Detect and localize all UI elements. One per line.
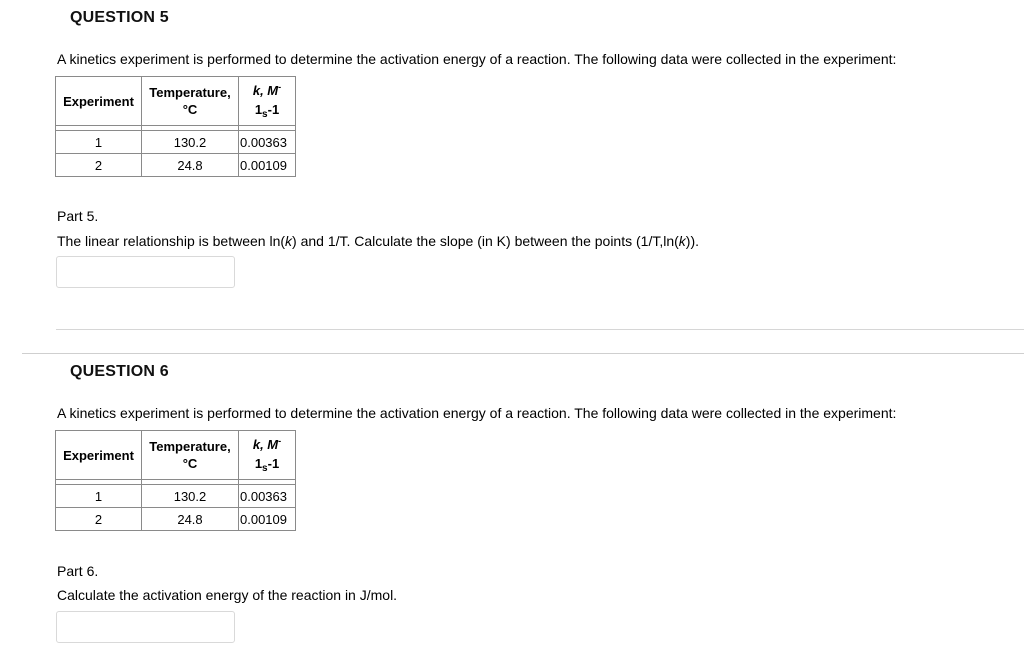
cell-experiment: 1	[56, 131, 142, 154]
header-temperature-unit: °C	[182, 102, 198, 117]
cell-experiment: 2	[56, 154, 142, 177]
header-temperature-unit: °C	[182, 456, 198, 471]
cell-temperature: 24.8	[142, 154, 239, 177]
part-6-answer-input[interactable]	[56, 611, 235, 643]
header-rate-constant	[239, 431, 296, 480]
table-row	[56, 485, 296, 508]
part-5-label: Part 5.	[57, 208, 99, 224]
cell-experiment: 1	[56, 485, 142, 508]
part-6-question: Calculate the activation energy of the reaction in J/mol.	[57, 587, 398, 603]
question-5-title: QUESTION 5	[70, 9, 169, 26]
header-temperature-line1: Temperature,	[149, 439, 231, 454]
question-separator	[22, 353, 1024, 354]
header-experiment: Experiment	[56, 431, 142, 480]
header-k-line1: k, M-	[252, 436, 282, 452]
header-temperature	[142, 431, 239, 480]
cell-temperature: 130.2	[142, 131, 239, 154]
table-header-row	[56, 77, 296, 126]
question-6-intro: A kinetics experiment is performed to determine the activation energy of a reaction. The following data were collected in the experiment:	[57, 405, 897, 421]
cell-rate-constant: 0.00363	[239, 485, 296, 508]
header-rate-constant	[239, 77, 296, 126]
cell-temperature: 24.8	[142, 508, 239, 531]
question-5-data-table	[55, 76, 296, 177]
header-k-line2: $1_s-1$	[254, 456, 280, 474]
table-row	[56, 154, 296, 177]
table-header-row	[56, 431, 296, 480]
header-temperature	[142, 77, 239, 126]
question-6-title: QUESTION 6	[70, 363, 169, 380]
header-k-line1: k, M-	[252, 82, 282, 98]
header-experiment: Experiment	[56, 77, 142, 126]
part-5-question: The linear relationship is between ln(k) and 1/T. Calculate the slope (in K) between the points (1/T,ln(k)).	[57, 233, 699, 249]
divider	[56, 329, 1024, 330]
part-5-answer-input[interactable]	[56, 256, 235, 288]
cell-rate-constant: 0.00109	[239, 154, 296, 177]
table-row	[56, 131, 296, 154]
header-temperature-line1: Temperature,	[149, 85, 231, 100]
cell-experiment: 2	[56, 508, 142, 531]
cell-rate-constant: 0.00363	[239, 131, 296, 154]
question-6-data-table	[55, 430, 296, 531]
header-k-line2: $1_s-1$	[254, 102, 280, 120]
table-row	[56, 508, 296, 531]
cell-temperature: 130.2	[142, 485, 239, 508]
part-6-label: Part 6.	[57, 563, 99, 579]
question-5-intro: A kinetics experiment is performed to determine the activation energy of a reaction. The following data were collected in the experiment:	[57, 51, 897, 67]
cell-rate-constant: 0.00109	[239, 508, 296, 531]
